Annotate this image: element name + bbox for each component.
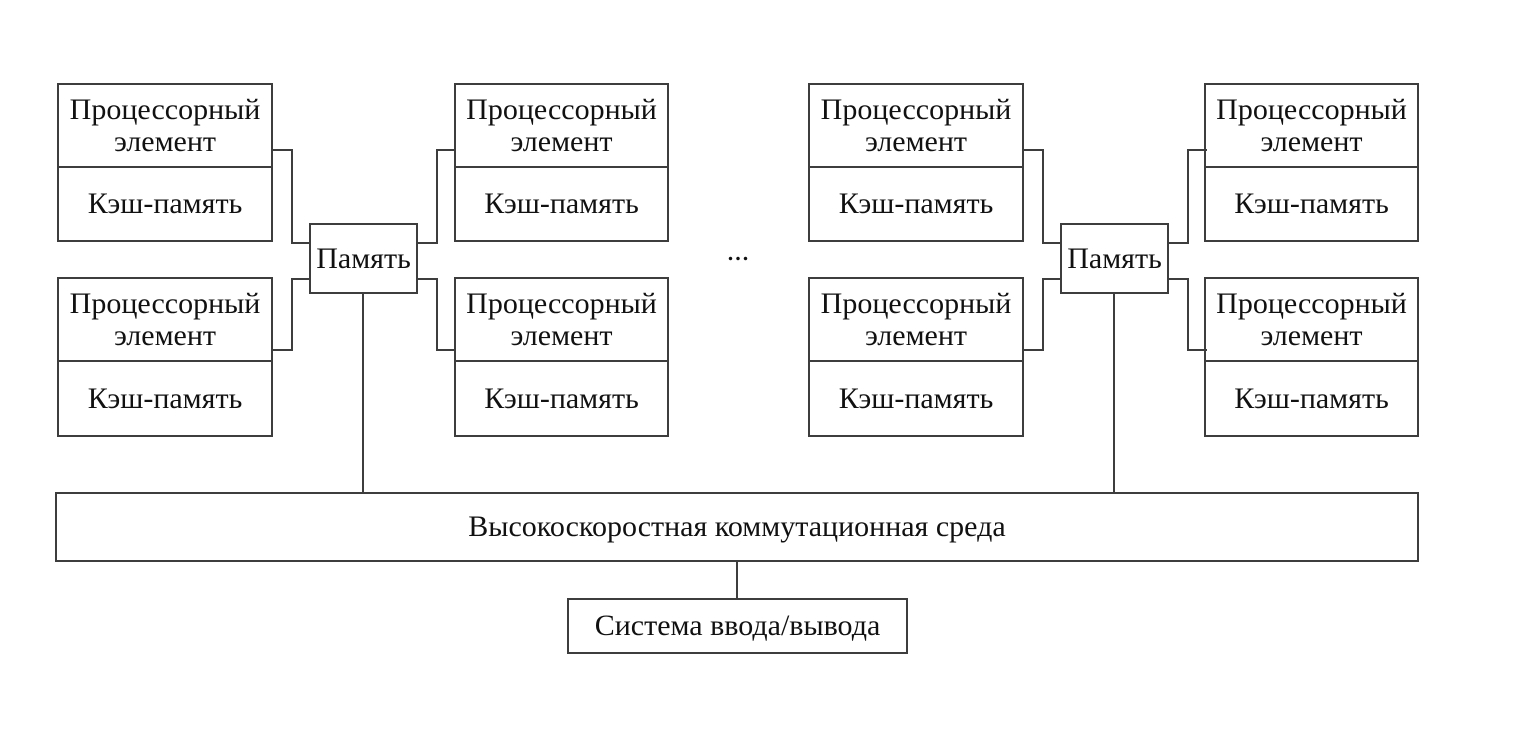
pe-label-line2: элемент bbox=[1260, 124, 1363, 158]
pe-label-line2: элемент bbox=[113, 124, 217, 158]
io-system-label: Система ввода/вывода bbox=[594, 609, 881, 642]
pe-label-line2: элемент bbox=[864, 318, 968, 352]
memory-to-bus-line bbox=[1113, 293, 1115, 492]
connector-line bbox=[1187, 149, 1189, 244]
connector-line bbox=[1187, 149, 1207, 151]
pe-label-line2: элемент bbox=[510, 124, 613, 158]
pe-label-line1: Процессорный bbox=[820, 92, 1012, 126]
pe-box-cluster2-top-left bbox=[808, 83, 1024, 242]
pe-label-line2: элемент bbox=[864, 124, 968, 158]
pe-box-cluster1-bottom-left bbox=[57, 277, 273, 437]
connector-line bbox=[291, 242, 310, 244]
pe-label-line1: Процессорный bbox=[820, 286, 1012, 320]
connector-line bbox=[1187, 349, 1207, 351]
pe-box-cluster2-top-right bbox=[1204, 83, 1419, 242]
connector-line bbox=[436, 149, 456, 151]
connector-line bbox=[291, 149, 293, 244]
connector-line bbox=[418, 242, 438, 244]
connector-line bbox=[418, 278, 438, 280]
pe-section bbox=[810, 279, 1022, 362]
connector-line bbox=[1024, 349, 1044, 351]
memory-label: Память bbox=[1067, 241, 1162, 275]
connector-line bbox=[1024, 149, 1044, 151]
connector-line bbox=[1187, 278, 1189, 351]
connector-line bbox=[436, 349, 456, 351]
pe-label-line1: Процессорный bbox=[1216, 286, 1407, 320]
pe-label-line1: Процессорный bbox=[69, 92, 261, 126]
cache-label: Кэш-память bbox=[838, 187, 994, 220]
connector-line bbox=[436, 278, 438, 351]
connector-line bbox=[1169, 278, 1189, 280]
pe-box-cluster1-bottom-right bbox=[454, 277, 669, 437]
pe-section bbox=[59, 279, 271, 362]
cache-label: Кэш-память bbox=[87, 187, 243, 220]
pe-section bbox=[456, 85, 667, 168]
bus-to-io-line bbox=[736, 561, 738, 599]
pe-section bbox=[456, 279, 667, 362]
connector-line bbox=[1042, 149, 1044, 244]
connector-line bbox=[273, 349, 293, 351]
pe-label-line1: Процессорный bbox=[466, 92, 657, 126]
cache-label: Кэш-память bbox=[484, 187, 639, 220]
pe-box-cluster2-bottom-right bbox=[1204, 277, 1419, 437]
connector-line bbox=[273, 149, 293, 151]
memory-label: Память bbox=[316, 241, 411, 275]
connector-line bbox=[1042, 278, 1061, 280]
pe-section bbox=[1206, 279, 1417, 362]
pe-label-line2: элемент bbox=[1260, 318, 1363, 352]
cache-label: Кэш-память bbox=[1234, 381, 1389, 415]
memory-to-bus-line bbox=[362, 293, 364, 492]
pe-box-cluster1-top-right bbox=[454, 83, 669, 242]
connector-line bbox=[291, 278, 310, 280]
switch-fabric-label: Высокоскоростная коммутационная среда bbox=[468, 510, 1006, 543]
pe-section bbox=[1206, 85, 1417, 168]
switch-fabric-box bbox=[55, 492, 1419, 562]
cache-label: Кэш-память bbox=[484, 381, 639, 415]
connector-line bbox=[436, 149, 438, 244]
connector-line bbox=[1042, 278, 1044, 351]
cache-label: Кэш-память bbox=[838, 381, 994, 415]
pe-box-cluster1-top-left bbox=[57, 83, 273, 242]
pe-label-line2: элемент bbox=[113, 318, 217, 352]
pe-box-cluster2-bottom-left bbox=[808, 277, 1024, 437]
cache-label: Кэш-память bbox=[1234, 187, 1389, 220]
pe-section bbox=[59, 85, 271, 168]
pe-section bbox=[810, 85, 1022, 168]
pe-label-line1: Процессорный bbox=[466, 286, 657, 320]
pe-label-line1: Процессорный bbox=[1216, 92, 1407, 126]
connector-line bbox=[291, 278, 293, 351]
ellipsis-more-clusters: ... bbox=[726, 234, 750, 267]
connector-line bbox=[1169, 242, 1189, 244]
cache-label: Кэш-память bbox=[87, 381, 243, 415]
pe-label-line1: Процессорный bbox=[69, 286, 261, 320]
memory-box-cluster2 bbox=[1060, 223, 1169, 294]
memory-box-cluster1 bbox=[309, 223, 418, 294]
io-system-box bbox=[567, 598, 908, 654]
connector-line bbox=[1042, 242, 1061, 244]
pe-label-line2: элемент bbox=[510, 318, 613, 352]
